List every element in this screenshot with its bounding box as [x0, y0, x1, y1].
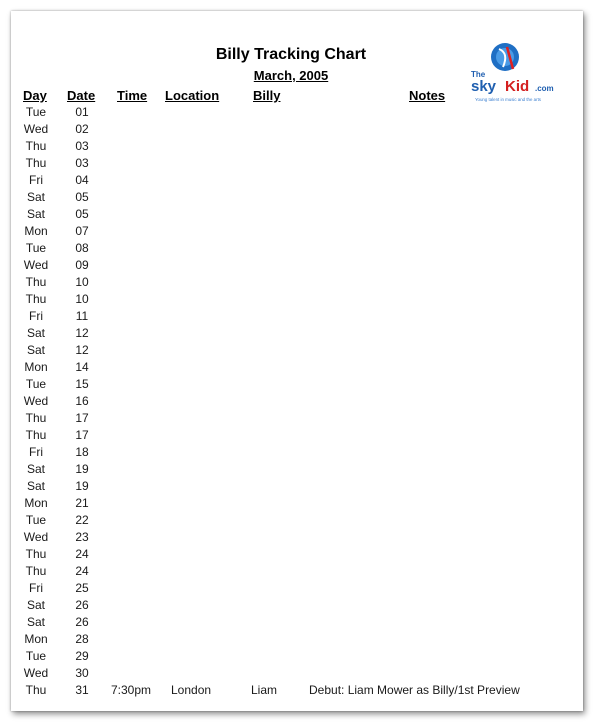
cell-day: Wed: [23, 394, 49, 408]
cell-day: Tue: [25, 377, 47, 391]
cell-day: Thu: [25, 411, 47, 425]
cell-date: 21: [75, 496, 89, 510]
document-page: [11, 11, 583, 711]
cell-date: 24: [75, 547, 89, 561]
cell-date: 09: [75, 258, 89, 272]
cell-date: 12: [75, 343, 89, 357]
cell-location: London: [171, 683, 212, 697]
cell-day: Sat: [26, 326, 45, 340]
cell-date: 22: [75, 513, 89, 527]
cell-day: Mon: [24, 360, 48, 374]
cell-day: Fri: [29, 581, 43, 595]
header-day: Day: [23, 88, 47, 103]
svg-text:Young talent in music and the: Young talent in music and the arts: [475, 97, 541, 102]
cell-day: Sat: [26, 190, 45, 204]
header-notes: Notes: [409, 88, 446, 103]
cell-date: 15: [75, 377, 89, 391]
cell-date: 17: [75, 428, 89, 442]
header-time: Time: [117, 88, 148, 103]
cell-day: Mon: [24, 224, 48, 238]
svg-text:Kid: Kid: [505, 78, 530, 95]
header-billy: Billy: [253, 88, 281, 103]
cell-date: 26: [75, 598, 89, 612]
cell-day: Sat: [26, 598, 45, 612]
cell-day: Mon: [24, 496, 48, 510]
cell-date: 19: [75, 479, 89, 493]
cell-date: 28: [75, 632, 89, 646]
cell-day: Tue: [25, 513, 47, 527]
cell-day: Wed: [23, 258, 49, 272]
cell-day: Thu: [25, 156, 47, 170]
cell-day: Fri: [29, 309, 43, 323]
skykid-logo: [469, 39, 573, 105]
cell-day: Thu: [25, 547, 47, 561]
cell-day: Thu: [25, 428, 47, 442]
cell-date: 02: [75, 122, 89, 136]
cell-date: 01: [75, 105, 89, 119]
cell-date: 05: [75, 190, 89, 204]
header-location: Location: [165, 88, 220, 103]
cell-date: 24: [75, 564, 89, 578]
cell-day: Thu: [25, 564, 47, 578]
cell-date: 14: [75, 360, 89, 374]
cell-date: 12: [75, 326, 89, 340]
svg-text:.com: .com: [535, 84, 554, 93]
cell-day: Thu: [25, 683, 47, 697]
header-date: Date: [67, 88, 96, 103]
cell-date: 10: [75, 275, 89, 289]
svg-text:The: The: [471, 70, 486, 79]
cell-date: 05: [75, 207, 89, 221]
cell-date: 18: [75, 445, 89, 459]
cell-date: 31: [75, 683, 89, 697]
cell-day: Thu: [25, 292, 47, 306]
cell-date: 04: [75, 173, 89, 187]
cell-date: 30: [75, 666, 89, 680]
cell-day: Sat: [26, 479, 45, 493]
page-title: Billy Tracking Chart: [215, 46, 367, 63]
cell-day: Fri: [29, 445, 43, 459]
cell-day: Wed: [23, 666, 49, 680]
cell-day: Thu: [25, 139, 47, 153]
cell-day: Mon: [24, 632, 48, 646]
cell-billy: Liam: [251, 683, 278, 697]
cell-date: 25: [75, 581, 89, 595]
cell-date: 03: [75, 156, 89, 170]
cell-time: 7:30pm: [111, 683, 152, 697]
cell-day: Wed: [23, 122, 49, 136]
cell-notes: Debut: Liam Mower as Billy/1st Preview: [309, 683, 520, 697]
cell-date: 16: [75, 394, 89, 408]
svg-text:sky: sky: [471, 78, 497, 95]
cell-day: Sat: [26, 343, 45, 357]
cell-day: Tue: [25, 241, 47, 255]
cell-date: 08: [75, 241, 89, 255]
cell-date: 19: [75, 462, 89, 476]
cell-day: Thu: [25, 275, 47, 289]
cell-date: 29: [75, 649, 89, 663]
cell-day: Sat: [26, 615, 45, 629]
cell-date: 07: [75, 224, 89, 238]
cell-day: Sat: [26, 462, 45, 476]
cell-day: Tue: [25, 649, 47, 663]
cell-day: Fri: [29, 173, 43, 187]
cell-date: 26: [75, 615, 89, 629]
cell-date: 17: [75, 411, 89, 425]
cell-date: 23: [75, 530, 89, 544]
page-subtitle: March, 2005: [253, 68, 329, 83]
cell-date: 11: [75, 309, 89, 323]
cell-day: Wed: [23, 530, 49, 544]
cell-day: Tue: [25, 105, 47, 119]
cell-date: 03: [75, 139, 89, 153]
cell-day: Sat: [26, 207, 45, 221]
cell-date: 10: [75, 292, 89, 306]
